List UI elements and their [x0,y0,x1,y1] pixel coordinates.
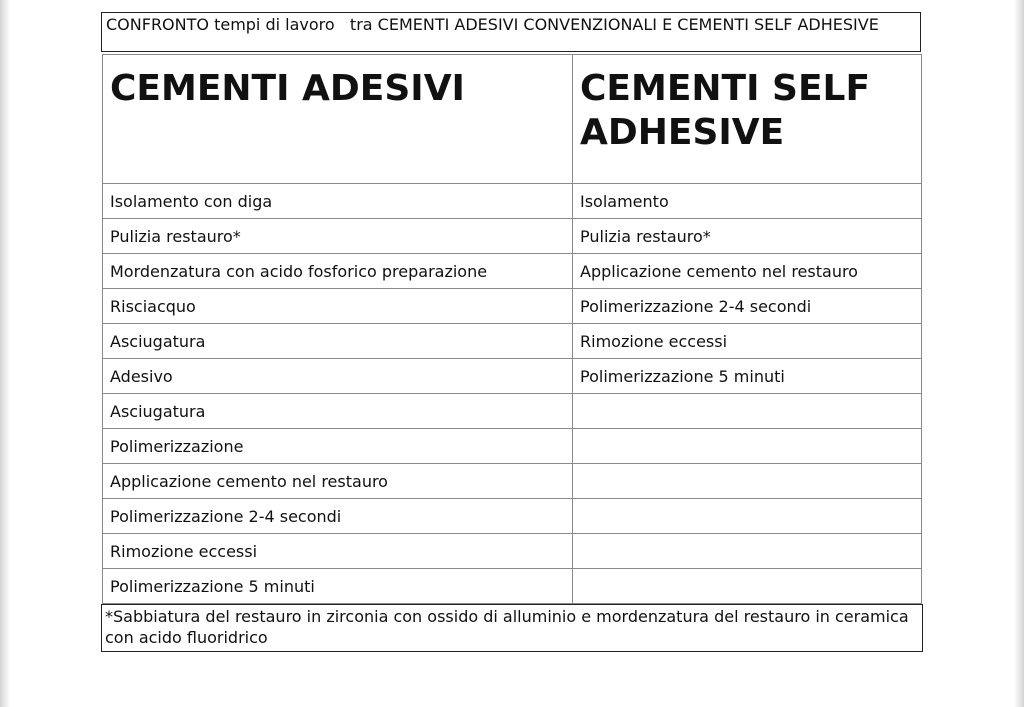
cell-self-adhesive-step: Pulizia restauro* [573,219,922,254]
cell-self-adhesive-step [573,499,922,534]
table-row [103,219,922,254]
cell-adesivi-step: Isolamento con diga [103,184,573,219]
table-row [103,394,922,429]
cell-self-adhesive-step: Isolamento [573,184,922,219]
cell-adesivi-step: Applicazione cemento nel restauro [103,464,573,499]
cell-adesivi-step: Pulizia restauro* [103,219,573,254]
cell-adesivi-step: Polimerizzazione 5 minuti [103,569,573,604]
cell-adesivi-step: Mordenzatura con acido fosforico preparazione [103,254,573,289]
cell-self-adhesive-step [573,394,922,429]
page-edge-left [0,0,9,707]
comparison-table [102,54,922,604]
table-row [103,464,922,499]
cell-adesivi-step: Adesivo [103,359,573,394]
table-row [103,184,922,219]
cell-adesivi-step: Polimerizzazione [103,429,573,464]
page-edge-right [1015,0,1024,707]
table-row [103,429,922,464]
table-row [103,534,922,569]
column-header-cementi-adesivi: CEMENTI ADESIVI [103,55,573,184]
column-header-cementi-self-adhesive: CEMENTI SELF ADHESIVE [573,55,922,184]
cell-adesivi-step: Asciugatura [103,324,573,359]
cell-self-adhesive-step: Applicazione cemento nel restauro [573,254,922,289]
cell-self-adhesive-step [573,464,922,499]
cell-self-adhesive-step: Polimerizzazione 2-4 secondi [573,289,922,324]
cell-self-adhesive-step: Rimozione eccessi [573,324,922,359]
cell-self-adhesive-step [573,534,922,569]
cell-adesivi-step: Polimerizzazione 2-4 secondi [103,499,573,534]
cell-self-adhesive-step: Polimerizzazione 5 minuti [573,359,922,394]
cell-adesivi-step: Risciacquo [103,289,573,324]
table-row [103,569,922,604]
footnote: *Sabbiatura del restauro in zirconia con ossido di alluminio e mordenzatura del restauro in ceramica con acido fluoridrico [101,604,923,652]
document-title: CONFRONTO tempi di lavoro tra CEMENTI ADESIVI CONVENZIONALI E CEMENTI SELF ADHESIVE [101,12,921,52]
cell-adesivi-step: Rimozione eccessi [103,534,573,569]
table-row [103,254,922,289]
cell-self-adhesive-step [573,569,922,604]
cell-adesivi-step: Asciugatura [103,394,573,429]
table-row [103,359,922,394]
table-row [103,499,922,534]
table-header-row [103,55,922,184]
cell-self-adhesive-step [573,429,922,464]
table-row [103,324,922,359]
table-row [103,289,922,324]
